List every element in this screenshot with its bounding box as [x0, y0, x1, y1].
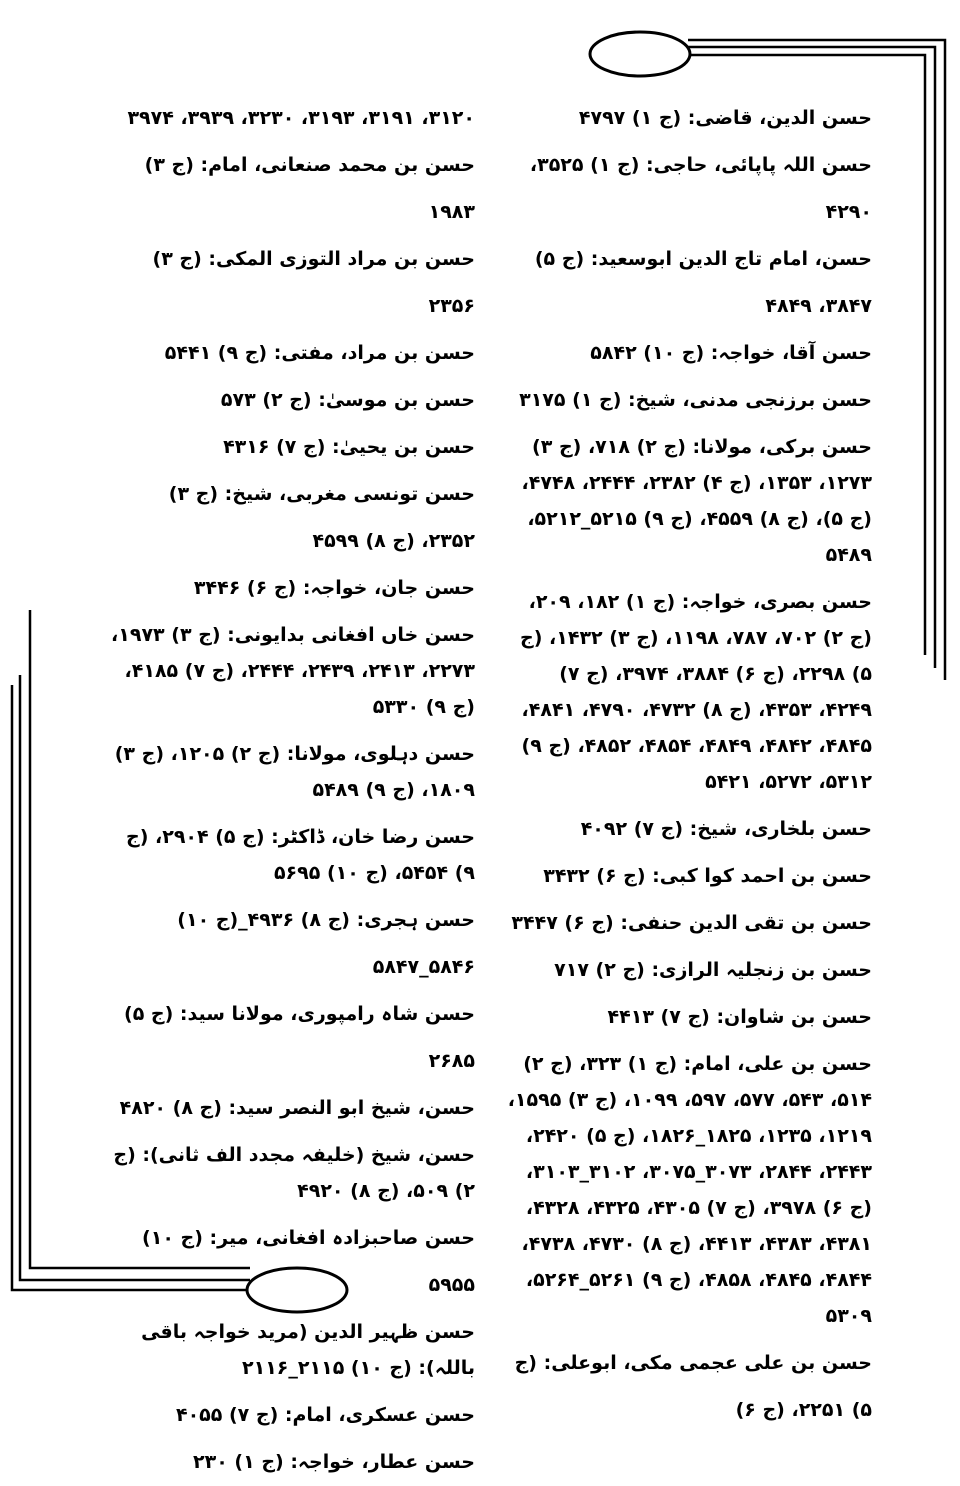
index-entry: حسن بلخاری، شیخ: (ج ۷) ۴۰۹۲ [580, 818, 872, 840]
index-entry: حسن بن مراد التوزی المکی: (ج ۳) ۲۳۵۶ [152, 248, 475, 317]
index-entry: حسن صاحبزادہ افغانی، میر: (ج ۱۰) ۵۹۵۵ [142, 1227, 475, 1296]
index-entry: ۳۱۲۰، ۳۱۹۱، ۳۱۹۳، ۳۲۳۰، ۳۹۳۹، ۳۹۷۴ [127, 107, 475, 129]
index-entry: حسن جان، خواجہ: (ج ۶) ۳۴۴۶ [193, 577, 475, 599]
index-entry: حسن دہلوی، مولانا: (ج ۲) ۱۲۰۵، (ج ۳) ۱۸۰۹، (ج ۹) ۵۴۸۹ [114, 743, 475, 801]
index-entry: حسن بن علی عجمی مکی، ابوعلی: (ج ۵) ۲۲۵۱، (ج ۶) [514, 1352, 872, 1421]
index-entry: حسن آقا، خواجہ: (ج ۱۰) ۵۸۴۲ [590, 342, 872, 364]
index-entry: حسن خاں افغانی بدایونی: (ج ۳) ۱۹۷۳، ۲۲۷۳، ۲۴۱۳، ۲۴۳۹، ۲۴۴۴، (ج ۷) ۴۱۸۵، (ج ۹) ۵۳۳۰ [111, 624, 475, 718]
index-entry: حسن بن محمد صنعانی، امام: (ج ۳) ۱۹۸۳ [144, 154, 475, 223]
index-entry: حسن بن علی، امام: (ج ۱) ۳۲۳، (ج ۲) ۵۱۴، ۵۴۳، ۵۷۷، ۵۹۷، ۱۰۹۹، (ج ۳) ۱۵۹۵، ۱۲۱۹، ۱۲۳۵، ۱۸۲۵_۱۸۲۶، (ج ۵) ۲۴۲۰، ۲۴۴۳، ۲۸۴۴، ۳۰۷۳_۳۰۷۵، ۳۱۰۲_۳۱۰۳، (ج ۶) ۳۹۷۸، (ج ۷) ۴۳۰۵، ۴۳۲۵، ۴۳۲۸، ۴۳۸۱، ۴۳۸۳، ۴۴۱۳، (ج ۸) ۴۷۳۰، ۴۷۳۸، ۴۸۴۴، ۴۸۴۵، ۴۸۵۸، (ج ۹) ۵۲۶۱_۵۲۶۴، ۵۳۰۹ [507, 1053, 872, 1327]
top-ornament-oval [590, 32, 690, 76]
index-entry: حسن بن زنجلیہ الرازی: (ج ۲) ۷۱۷ [554, 959, 872, 981]
index-entry: حسن، شیخ ابو النصر سید: (ج ۸) ۴۸۲۰ [119, 1097, 475, 1119]
index-entry: حسن عسکری، امام: (ج ۷) ۴۰۵۵ [175, 1404, 475, 1426]
index-entry: حسن ظہیر الدین (مرید خواجہ باقی باللہ): (ج ۱۰) ۲۱۱۵_۲۱۱۶ [141, 1321, 475, 1379]
index-entry: حسن بن شاوان: (ج ۷) ۴۴۱۳ [607, 1006, 872, 1028]
index-entry: حسن، شیخ (خلیفہ مجدد الف ثانی): (ج ۲) ۵۰۹، (ج ۸) ۴۹۲۰ [113, 1144, 475, 1202]
index-entry: حسن برکی، مولانا: (ج ۲) ۷۱۸، (ج ۳) ۱۲۷۳، ۱۳۵۳، (ج ۴) ۲۳۸۲، ۲۴۴۴، ۴۷۴۸، (ج ۵)، (ج ۸) ۴۵۵۹، (ج ۹) ۵۲۱۵_۵۲۱۲، ۵۴۸۹ [521, 436, 872, 566]
index-entry: حسن تونسی مغربی، شیخ: (ج ۳) ۲۳۵۲، (ج ۸) ۴۵۹۹ [168, 483, 475, 552]
index-entry: حسن بن تقی الدین حنفی: (ج ۶) ۳۴۴۷ [511, 912, 872, 934]
index-entry: حسن بن یحییٰ: (ج ۷) ۴۳۱۶ [223, 436, 475, 458]
index-column-right [500, 95, 872, 1434]
index-entry: حسن رضا خان، ڈاکٹر: (ج ۵) ۲۹۰۴، (ج ۹) ۵۴۵۴، (ج ۱۰) ۵۶۹۵ [126, 826, 475, 884]
index-entry: حسن شاہ رامپوری، مولانا سید: (ج ۵) ۲۶۸۵ [124, 1003, 475, 1072]
index-entry: حسن بن مراد، مفتی: (ج ۹) ۵۴۴۱ [164, 342, 475, 364]
index-column-left [110, 95, 475, 1486]
index-entry: حسن، امام تاج الدین ابوسعید: (ج ۵) ۳۸۴۷، ۴۸۴۹ [534, 248, 872, 317]
index-entry: حسن بن احمد کوا کبی: (ج ۶) ۳۴۳۲ [543, 865, 872, 887]
index-entry: حسن عطار، خواجہ: (ج ۱) ۲۳۰ [193, 1451, 475, 1473]
index-entry: حسن ہجری: (ج ۸) ۴۹۳۶_(ج ۱۰) ۵۸۴۶_۵۸۴۷ [177, 909, 475, 978]
index-entry: حسن الدین، قاضی: (ج ۱) ۴۷۹۷ [578, 107, 872, 129]
index-entry: حسن بصری، خواجہ: (ج ۱) ۱۸۲، ۲۰۹، (ج ۲) ۷۰۲، ۷۸۷، ۱۱۹۸، (ج ۳) ۱۴۳۲، (ج ۵) ۲۲۹۸، (ج ۶) ۳۸۸۴، ۳۹۷۴، (ج ۷) ۴۲۴۹، ۴۳۵۳، (ج ۸) ۴۷۳۲، ۴۷۹۰، ۴۸۴۱، ۴۸۴۵، ۴۸۴۲، ۴۸۴۹، ۴۸۵۴، ۴۸۵۲، (ج ۹) ۵۳۱۲، ۵۲۷۲، ۵۴۲۱ [520, 591, 872, 793]
index-entry: حسن بن موسیٰ: (ج ۲) ۵۷۳ [220, 389, 475, 411]
index-entry: حسن اللہ پاپائی، حاجی: (ج ۱) ۳۵۲۵، ۴۲۹۰ [529, 154, 872, 223]
index-entry: حسن برزنجی مدنی، شیخ: (ج ۱) ۳۱۷۵ [519, 389, 872, 411]
